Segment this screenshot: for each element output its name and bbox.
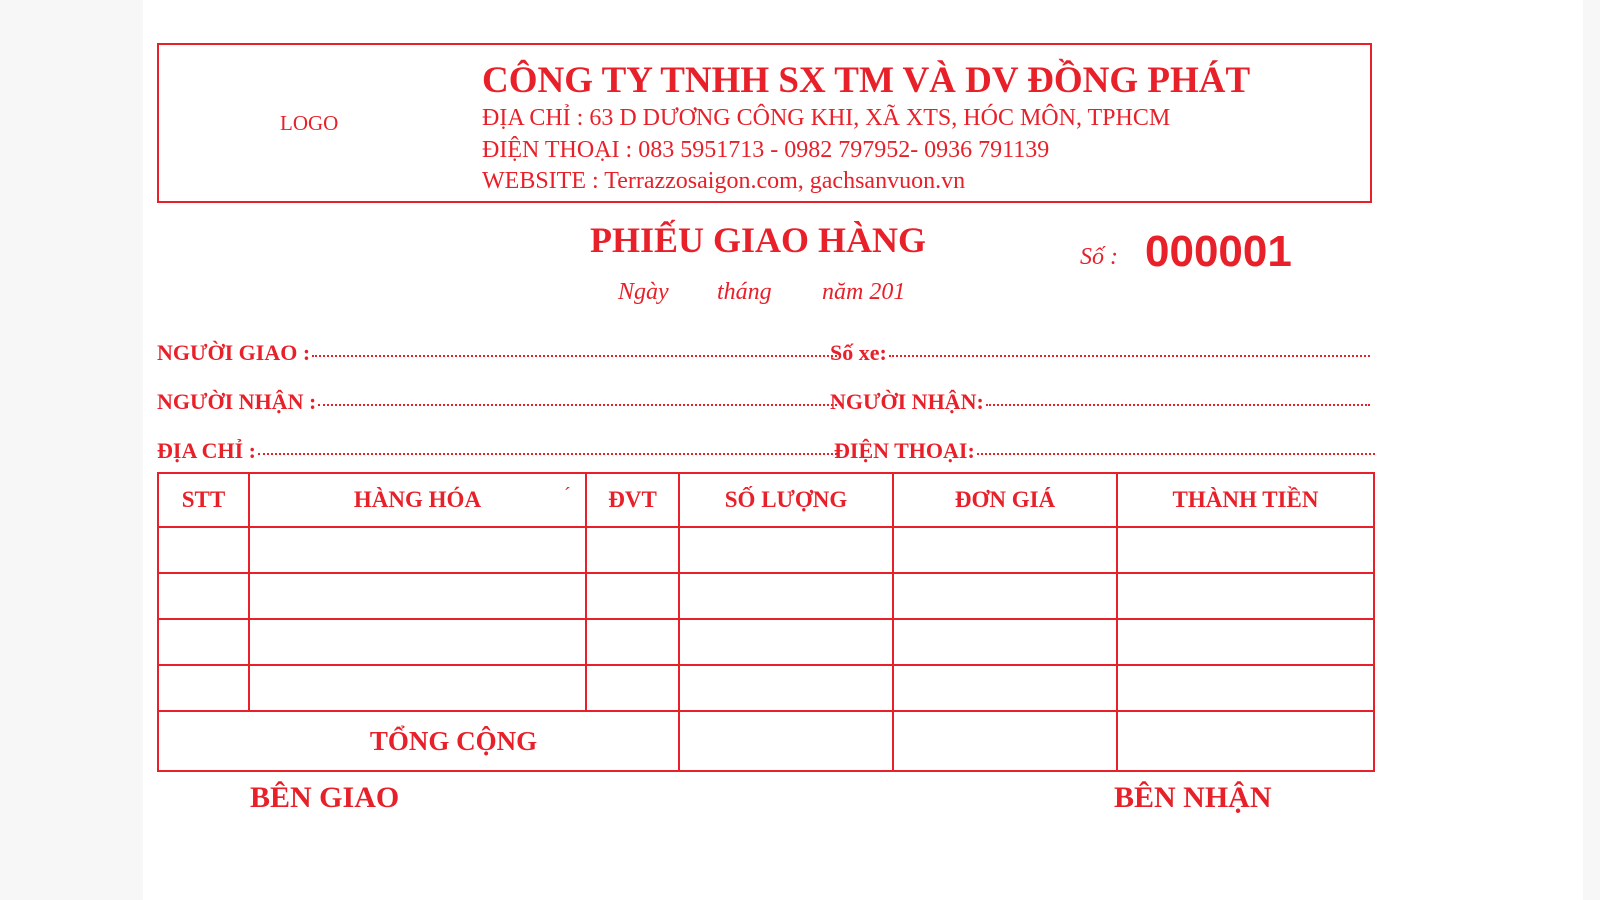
signature-ben-giao: BÊN GIAO <box>250 781 400 814</box>
document-number-label: Số : <box>1080 244 1118 270</box>
document-number: 000001 <box>1145 227 1292 276</box>
table-cell[interactable] <box>679 665 893 711</box>
table-cell[interactable] <box>893 527 1117 573</box>
stray-accent-mark: ´ <box>564 484 571 506</box>
table-cell[interactable] <box>249 527 586 573</box>
table-cell[interactable] <box>586 573 679 619</box>
field-label: NGƯỜI GIAO : <box>157 340 311 365</box>
dotted-line <box>318 404 837 406</box>
table-cell[interactable] <box>893 573 1117 619</box>
total-label: TỔNG CỘNG <box>158 711 679 771</box>
date-month-label: tháng <box>717 279 772 305</box>
company-address: ĐỊA CHỈ : 63 D DƯƠNG CÔNG KHI, XÃ XTS, HÓC MÔN, TPHCM <box>482 105 1171 131</box>
items-table <box>157 472 1375 772</box>
dotted-line <box>977 453 1375 455</box>
total-quantity-cell[interactable] <box>679 711 893 771</box>
field-dien-thoai[interactable] <box>834 438 1375 464</box>
date-year-label: năm 201 <box>822 279 906 305</box>
table-cell[interactable] <box>1117 573 1374 619</box>
total-amount-cell[interactable] <box>1117 711 1374 771</box>
date-day-label: Ngày <box>618 279 669 305</box>
company-logo-placeholder: LOGO <box>280 111 339 135</box>
table-row <box>158 527 1374 573</box>
column-header-hang-hoa: HÀNG HÓA <box>249 473 586 527</box>
table-cell[interactable] <box>158 573 249 619</box>
company-website: WEBSITE : Terrazzosaigon.com, gachsanvuon.vn <box>482 168 966 194</box>
field-nguoi-nhan[interactable] <box>157 389 837 415</box>
table-cell[interactable] <box>158 527 249 573</box>
table-total-row <box>158 711 1374 771</box>
table-cell[interactable] <box>586 619 679 665</box>
table-cell[interactable] <box>249 619 586 665</box>
document-title: PHIẾU GIAO HÀNG <box>590 220 927 260</box>
field-nguoi-giao[interactable] <box>157 340 837 366</box>
table-cell[interactable] <box>679 573 893 619</box>
company-phone: ĐIỆN THOẠI : 083 5951713 - 0982 797952- 0936 791139 <box>482 137 1050 163</box>
field-label: ĐIỆN THOẠI: <box>834 438 975 463</box>
dotted-line <box>258 453 837 455</box>
company-name: CÔNG TY TNHH SX TM VÀ DV ĐỒNG PHÁT <box>482 60 1251 101</box>
signature-ben-nhan: BÊN NHẬN <box>1114 781 1272 814</box>
table-cell[interactable] <box>249 665 586 711</box>
column-header-thanh-tien: THÀNH TIỀN <box>1117 473 1374 527</box>
column-header-dvt: ĐVT <box>586 473 679 527</box>
field-dia-chi[interactable] <box>157 438 837 464</box>
field-label: Số xe: <box>830 340 887 365</box>
table-cell[interactable] <box>249 573 586 619</box>
table-row <box>158 665 1374 711</box>
table-cell[interactable] <box>586 527 679 573</box>
field-label: NGƯỜI NHẬN : <box>157 389 317 414</box>
table-cell[interactable] <box>893 665 1117 711</box>
table-cell[interactable] <box>158 665 249 711</box>
table-cell[interactable] <box>679 619 893 665</box>
table-cell[interactable] <box>1117 527 1374 573</box>
table-header-row <box>158 473 1374 527</box>
table-cell[interactable] <box>679 527 893 573</box>
table-cell[interactable] <box>1117 619 1374 665</box>
field-label: NGƯỜI NHẬN: <box>830 389 984 414</box>
dotted-line <box>312 355 837 357</box>
field-so-xe[interactable] <box>830 340 1370 366</box>
field-nguoi-nhan-2[interactable] <box>830 389 1370 415</box>
total-unit-price-cell[interactable] <box>893 711 1117 771</box>
dotted-line <box>889 355 1370 357</box>
table-cell[interactable] <box>158 619 249 665</box>
column-header-don-gia: ĐƠN GIÁ <box>893 473 1117 527</box>
column-header-so-luong: SỐ LƯỢNG <box>679 473 893 527</box>
column-header-stt: STT <box>158 473 249 527</box>
table-row <box>158 573 1374 619</box>
field-label: ĐỊA CHỈ : <box>157 438 257 463</box>
dotted-line <box>986 404 1370 406</box>
table-cell[interactable] <box>893 619 1117 665</box>
table-cell[interactable] <box>1117 665 1374 711</box>
table-cell[interactable] <box>586 665 679 711</box>
table-row <box>158 619 1374 665</box>
